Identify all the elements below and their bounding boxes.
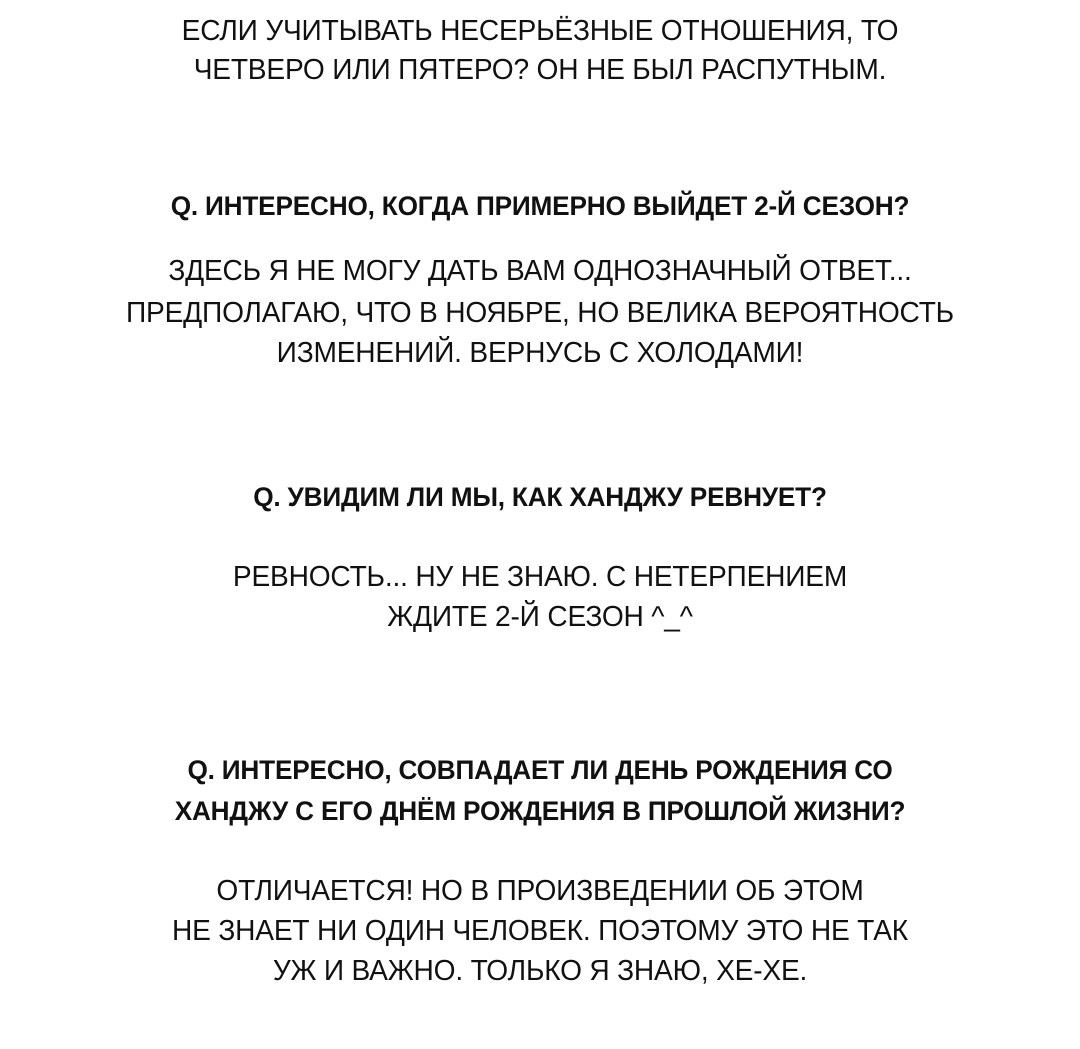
question-heading: Q. УВИДИМ ЛИ МЫ, КАК ХАНДЖУ РЕВНУЕТ?: [253, 482, 827, 512]
answer-line: ЧЕТВЕРО ИЛИ ПЯТЕРО? ОН НЕ БЫЛ РАСПУТНЫМ.: [193, 54, 887, 86]
question-heading: Q. ИНТЕРЕСНО, КОГДА ПРИМЕРНО ВЫЙДЕТ 2-Й СЕЗОН?: [170, 191, 910, 221]
answer-line: ОТЛИЧАЕТСЯ! НО В ПРОИЗВЕДЕНИИ ОБ ЭТОМ: [216, 875, 864, 907]
answer-line: НЕ ЗНАЕТ НИ ОДИН ЧЕЛОВЕК. ПОЭТОМУ ЭТО НЕ ТАК: [172, 915, 908, 947]
answer-line: РЕВНОСТЬ... НУ НЕ ЗНАЮ. С НЕТЕРПЕНИЕМ: [232, 561, 848, 593]
answer-line: ЗДЕСЬ Я НЕ МОГУ ДАТЬ ВАМ ОДНОЗНАЧНЫЙ ОТВЕТ...: [168, 255, 912, 287]
answer-line: УЖ И ВАЖНО. ТОЛЬКО Я ЗНАЮ, ХЕ-ХЕ.: [272, 955, 808, 987]
question-heading: Q. ИНТЕРЕСНО, СОВПАДАЕТ ЛИ ДЕНЬ РОЖДЕНИЯ СО: [187, 755, 893, 785]
question-heading: ХАНДЖУ С ЕГО ДНЁМ РОЖДЕНИЯ В ПРОШЛОЙ ЖИЗНИ?: [174, 796, 906, 826]
answer-line: ЕСЛИ УЧИТЫВАТЬ НЕСЕРЬЁЗНЫЕ ОТНОШЕНИЯ, ТО: [181, 15, 899, 47]
answer-line: ИЗМЕНЕНИЙ. ВЕРНУСЬ С ХОЛОДАМИ!: [276, 337, 804, 369]
answer-line: ЖДИТЕ 2-Й СЕЗОН ^_^: [387, 601, 693, 633]
answer-line: ПРЕДПОЛАГАЮ, ЧТО В НОЯБРЕ, НО ВЕЛИКА ВЕРОЯТНОСТЬ: [126, 297, 954, 329]
